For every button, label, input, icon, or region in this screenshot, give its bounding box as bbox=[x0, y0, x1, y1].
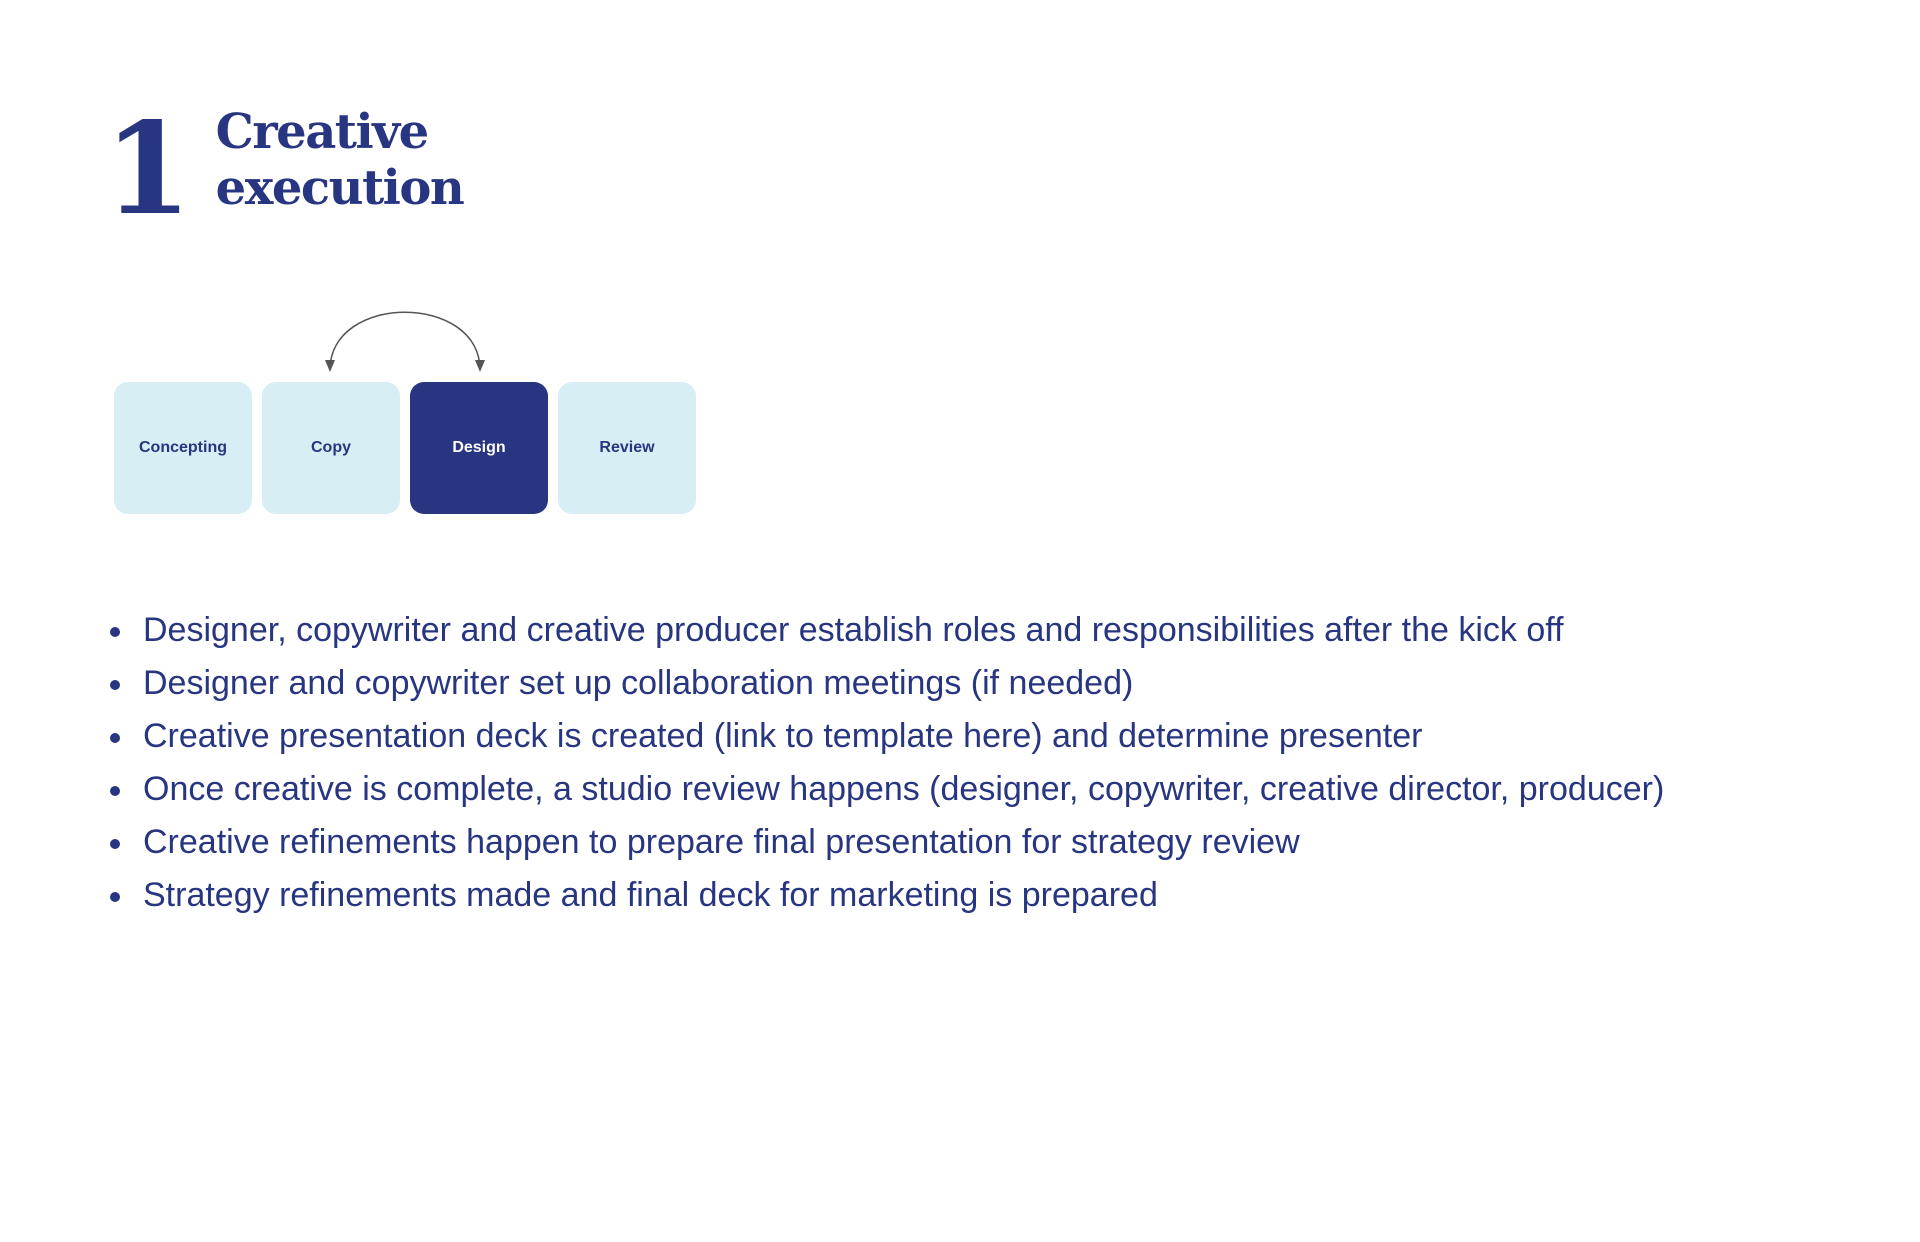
step-review: Review bbox=[558, 382, 696, 514]
bullet-item: Creative refinements happen to prepare final presentation for strategy review bbox=[108, 816, 1664, 869]
process-steps bbox=[114, 382, 696, 514]
step-concepting: Concepting bbox=[114, 382, 252, 514]
bullet-item: Creative presentation deck is created (link to template here) and determine presenter bbox=[108, 710, 1664, 763]
step-copy: Copy bbox=[262, 382, 400, 514]
bullet-item: Once creative is complete, a studio review happens (designer, copywriter, creative director, producer) bbox=[108, 763, 1664, 816]
bullet-list bbox=[108, 604, 1664, 922]
section-title-line-1: Creative bbox=[215, 104, 428, 160]
step-design: Design bbox=[410, 382, 548, 514]
loop-arc bbox=[330, 312, 480, 370]
bullet-item: Designer, copywriter and creative producer establish roles and responsibilities after the kick off bbox=[108, 604, 1664, 657]
bullet-item: Strategy refinements made and final deck for marketing is prepared bbox=[108, 869, 1664, 922]
section-title bbox=[216, 104, 464, 216]
arrowhead-right bbox=[475, 360, 485, 372]
section-heading bbox=[104, 95, 464, 243]
section-number: 1 bbox=[104, 95, 188, 243]
section-title-line-2: execution bbox=[215, 160, 464, 216]
bullet-item: Designer and copywriter set up collaboration meetings (if needed) bbox=[108, 657, 1664, 710]
arrowhead-left bbox=[325, 360, 335, 372]
copy-design-loop-arrow bbox=[320, 288, 490, 374]
